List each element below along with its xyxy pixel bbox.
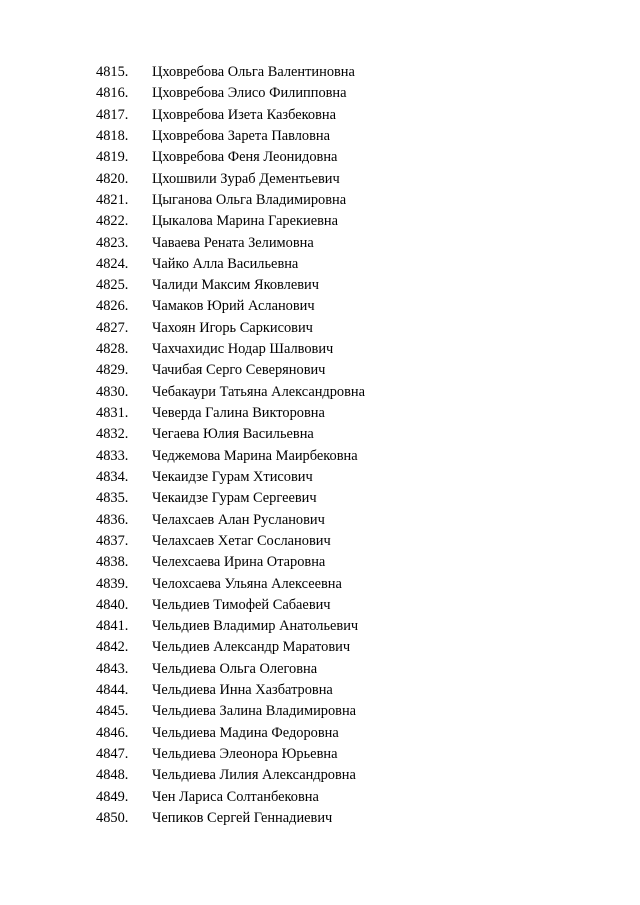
entry-number: 4843. <box>96 660 129 677</box>
entry-full-name: Цыганова Ольга Владимировна <box>152 191 347 208</box>
list-item <box>96 318 365 339</box>
list-item <box>96 723 365 744</box>
entry-full-name: Цховребова Изета Казбековна <box>152 106 336 123</box>
entry-full-name: Чельдиева Элеонора Юрьевна <box>152 746 338 762</box>
list-item <box>96 488 365 509</box>
entry-full-name: Челехсаева Ирина Отаровна <box>152 554 326 571</box>
list-item <box>96 552 365 573</box>
list-item <box>96 765 365 786</box>
list-item <box>96 296 365 317</box>
list-item <box>96 595 365 616</box>
entry-full-name: Цховребова Ольга Валентиновна <box>152 64 355 80</box>
entry-number: 4828. <box>96 341 129 358</box>
list-item <box>96 233 365 254</box>
entry-number: 4841. <box>96 618 129 635</box>
list-item <box>96 787 365 808</box>
list-item <box>96 510 365 531</box>
list-item <box>96 339 365 360</box>
entry-number: 4836. <box>96 511 129 528</box>
name-list <box>96 62 365 829</box>
list-item <box>96 616 365 637</box>
list-item <box>96 83 365 104</box>
entry-number: 4845. <box>96 703 129 720</box>
entry-number: 4818. <box>96 127 129 144</box>
list-item <box>96 147 365 168</box>
entry-full-name: Челахсаев Алан Русланович <box>152 511 325 528</box>
entry-number: 4844. <box>96 682 129 699</box>
list-item <box>96 190 365 211</box>
entry-number: 4824. <box>96 255 129 272</box>
entry-full-name: Чельдиев Александр Маратович <box>152 639 351 656</box>
list-item <box>96 211 365 232</box>
entry-full-name: Чачибая Серго Северянович <box>152 362 326 379</box>
entry-full-name: Цховребова Зарета Павловна <box>152 127 330 144</box>
entry-full-name: Чахчахидис Нодар Шалвович <box>152 341 334 358</box>
entry-number: 4840. <box>96 596 129 613</box>
entry-number: 4819. <box>96 149 129 166</box>
entry-number: 4827. <box>96 319 129 336</box>
entry-full-name: Чеджемова Марина Маирбековна <box>152 447 358 464</box>
entry-number: 4835. <box>96 490 129 507</box>
entry-number: 4834. <box>96 468 129 485</box>
entry-number: 4823. <box>96 234 129 251</box>
list-item <box>96 254 365 275</box>
list-item <box>96 126 365 147</box>
entry-full-name: Цхошвили Зураб Дементьевич <box>152 170 340 187</box>
entry-number: 4816. <box>96 85 129 102</box>
entry-number: 4829. <box>96 362 129 379</box>
entry-number: 4842. <box>96 639 129 656</box>
entry-number: 4838. <box>96 554 129 571</box>
list-item <box>96 105 365 126</box>
entry-number: 4837. <box>96 532 129 549</box>
entry-full-name: Цыкалова Марина Гарекиевна <box>152 213 338 230</box>
entry-number: 4826. <box>96 298 129 315</box>
entry-full-name: Чебакаури Татьяна Александровна <box>152 383 366 400</box>
list-item <box>96 574 365 595</box>
list-item <box>96 659 365 680</box>
list-item <box>96 680 365 701</box>
entry-full-name: Чельдиева Ольга Олеговна <box>152 660 318 677</box>
entry-number: 4832. <box>96 426 129 443</box>
entry-full-name: Чепиков Сергей Геннадиевич <box>152 809 333 826</box>
list-item <box>96 467 365 488</box>
entry-full-name: Цховребова Феня Леонидовна <box>152 149 338 166</box>
list-item <box>96 744 365 765</box>
list-item <box>96 275 365 296</box>
entry-number: 4850. <box>96 809 129 826</box>
entry-full-name: Чамаков Юрий Асланович <box>152 298 315 315</box>
list-item <box>96 446 365 467</box>
entry-full-name: Чельдиев Тимофей Сабаевич <box>152 596 331 613</box>
entry-full-name: Чаваева Рената Зелимовна <box>152 234 314 251</box>
list-item <box>96 808 365 829</box>
entry-full-name: Чеверда Галина Викторовна <box>152 405 325 421</box>
entry-full-name: Чегаева Юлия Васильевна <box>152 426 314 443</box>
entry-full-name: Чайко Алла Васильевна <box>152 255 299 272</box>
entry-full-name: Чекаидзе Гурам Хтисович <box>152 468 313 485</box>
entry-number: 4847. <box>96 746 129 762</box>
entry-full-name: Чельдиева Лилия Александровна <box>152 767 356 784</box>
entry-number: 4846. <box>96 724 129 741</box>
entry-full-name: Чекаидзе Гурам Сергеевич <box>152 490 317 507</box>
list-item <box>96 531 365 552</box>
entry-full-name: Цховребова Элисо Филипповна <box>152 85 347 102</box>
list-item <box>96 637 365 658</box>
entry-full-name: Чельдиева Инна Хазбатровна <box>152 682 333 699</box>
list-item <box>96 424 365 445</box>
entry-full-name: Чен Лариса Солтанбековна <box>152 788 319 805</box>
entry-number: 4833. <box>96 447 129 464</box>
entry-full-name: Чельдиев Владимир Анатольевич <box>152 618 359 635</box>
list-item <box>96 403 365 424</box>
entry-full-name: Чельдиева Залина Владимировна <box>152 703 357 720</box>
entry-number: 4839. <box>96 575 129 592</box>
list-item <box>96 701 365 722</box>
entry-number: 4849. <box>96 788 129 805</box>
entry-number: 4815. <box>96 64 129 80</box>
list-item <box>96 62 365 83</box>
entry-full-name: Челохсаева Ульяна Алексеевна <box>152 575 342 592</box>
entry-full-name: Чалиди Максим Яковлевич <box>152 277 319 294</box>
entry-number: 4820. <box>96 170 129 187</box>
entry-number: 4830. <box>96 383 129 400</box>
entry-full-name: Чельдиева Мадина Федоровна <box>152 724 339 741</box>
entry-number: 4817. <box>96 106 129 123</box>
entry-number: 4822. <box>96 213 129 230</box>
entry-number: 4821. <box>96 191 129 208</box>
entry-full-name: Челахсаев Хетаг Сосланович <box>152 532 331 549</box>
entry-full-name: Чахоян Игорь Саркисович <box>152 319 313 336</box>
entry-number: 4831. <box>96 405 129 421</box>
entry-number: 4848. <box>96 767 129 784</box>
list-item <box>96 382 365 403</box>
entry-number: 4825. <box>96 277 129 294</box>
list-item <box>96 169 365 190</box>
list-item <box>96 360 365 381</box>
